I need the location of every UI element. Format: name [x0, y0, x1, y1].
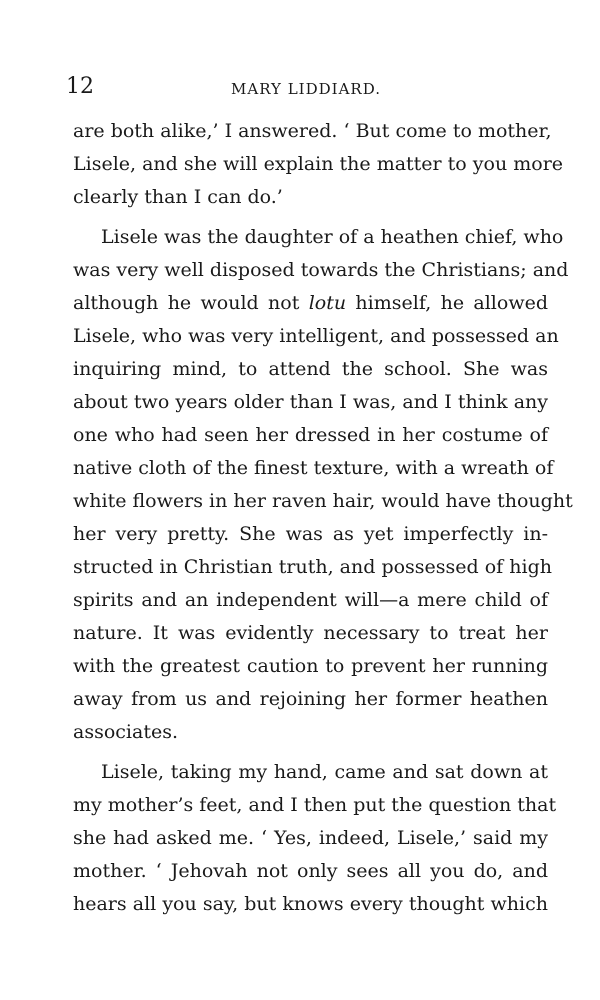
text-line: are both alike,’ I answered. ‘ But come to mother,: [73, 120, 552, 142]
text-line: Lisele was the daughter of a heathen chief, who: [101, 226, 564, 248]
text-line: was very well disposed towards the Christians; and: [73, 259, 569, 281]
page-number: 12: [66, 74, 94, 99]
text-line: hears all you say, but knows every thought which: [73, 893, 548, 915]
text-line-with-italic: although he would not lotu himself, he allowed: [73, 292, 548, 314]
paragraph: [73, 756, 557, 921]
text-line: structed in Christian truth, and possessed of high: [73, 556, 552, 578]
text-line: about two years older than I was, and I think any: [73, 391, 548, 413]
text-line: her very pretty. She was as yet imperfectly in-: [73, 523, 548, 545]
text-line: with the greatest caution to prevent her running: [73, 655, 548, 677]
text-line: mother. ‘ Jehovah not only sees all you do, and: [73, 860, 548, 882]
italic-word: lotu: [308, 292, 347, 314]
text-line: away from us and rejoining her former heathen: [73, 688, 548, 710]
text-line: spirits and an independent will—a mere child of: [73, 589, 548, 611]
text-line: associates.: [73, 721, 178, 743]
text-line: she had asked me. ‘ Yes, indeed, Lisele,’ said my: [73, 827, 548, 849]
page-header: [66, 70, 546, 104]
text-line: my mother’s feet, and I then put the question that: [73, 794, 557, 816]
text-line: inquiring mind, to attend the school. She was: [73, 358, 548, 380]
text-line: nature. It was evidently necessary to treat her: [73, 622, 548, 644]
paragraph: [73, 221, 573, 749]
text-line: one who had seen her dressed in her costume of: [73, 424, 548, 446]
text-line: Lisele, and she will explain the matter to you more: [73, 153, 564, 175]
text-line: white flowers in her raven hair, would have thought: [73, 490, 573, 512]
text-line: native cloth of the finest texture, with a wreath of: [73, 457, 554, 479]
running-title: MARY LIDDIARD.: [231, 80, 381, 98]
body-text: [73, 115, 573, 921]
text-line: clearly than I can do.’: [73, 186, 283, 208]
paragraph: [73, 115, 564, 214]
text-line: Lisele, who was very intelligent, and possessed an: [73, 325, 559, 347]
text-line: Lisele, taking my hand, came and sat down at: [101, 761, 548, 783]
